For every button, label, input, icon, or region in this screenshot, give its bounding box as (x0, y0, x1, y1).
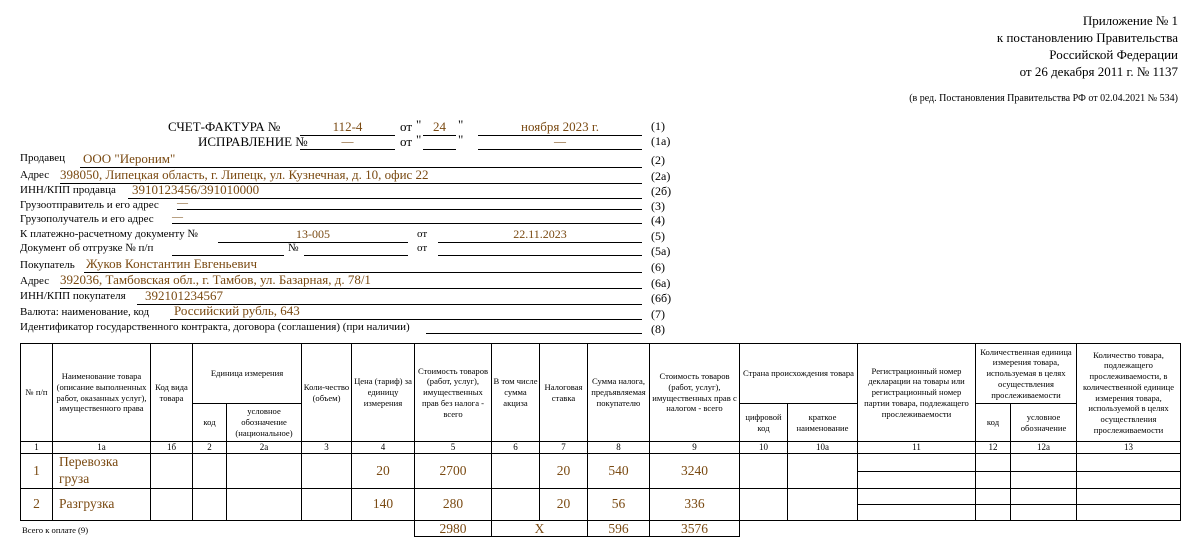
shipment-no-label: № (288, 242, 299, 254)
shipment-label: Документ об отгрузке № п/п (20, 242, 154, 254)
inn-buyer-label: ИНН/КПП покупателя (20, 290, 126, 302)
th-n: № п/п (21, 344, 53, 442)
buyer-address-label: Адрес (20, 275, 50, 287)
invoice-from-label: от (400, 119, 413, 134)
col-number: 7 (540, 442, 588, 454)
invoice-day: 24 (423, 119, 456, 136)
th-excise: В том числе сумма акциза (492, 344, 540, 442)
appendix-line-1: Приложение № 1 (1082, 13, 1178, 28)
col-number: 10 (740, 442, 788, 454)
th-country: Страна происхождения товара (740, 344, 858, 404)
appendix-line-4: от 26 декабря 2011 г. № 1137 (1019, 64, 1178, 79)
address-label: Адрес (20, 169, 50, 181)
buyer-label: Покупатель (20, 259, 75, 271)
inn-buyer-code: (6б) (651, 291, 672, 305)
invoice-month-year: ноября 2023 г. (478, 119, 642, 136)
row-tax: 56 (588, 489, 650, 521)
row-total: 336 (650, 489, 740, 521)
col-number: 2а (227, 442, 302, 454)
appendix-line-3: Российской Федерации (1049, 47, 1178, 62)
total-sum: 3576 (649, 521, 740, 537)
th-price: Цена (тариф) за единицу измерения (352, 344, 415, 442)
seller-value: ООО "Иероним" (80, 151, 642, 168)
th-unit-name: условное обозначение (национальное) (227, 404, 302, 442)
table-row (21, 454, 1181, 489)
col-number: 5 (415, 442, 492, 454)
total-excise: X (491, 521, 588, 537)
buyer-address-value: 392036, Тамбовская обл., г. Тамбов, ул. Базарная, д. 78/1 (60, 272, 642, 289)
invoice-quote-open: " (416, 117, 422, 132)
th-unit: Единица измерения (193, 344, 302, 404)
invoice-quote-close: " (458, 117, 464, 132)
total-tax: 596 (587, 521, 650, 537)
edition-note: (в ред. Постановления Правительства РФ от 02.04.2021 № 534) (909, 93, 1178, 104)
col-number: 9 (650, 442, 740, 454)
seller-label: Продавец (20, 152, 66, 164)
row-name: Перевозка груза (53, 454, 151, 489)
col-number: 3 (302, 442, 352, 454)
th-rate: Налоговая ставка (540, 344, 588, 442)
shipment-date-line (438, 241, 642, 256)
th-country-name: краткое наименование (788, 404, 858, 442)
payment-date: 22.11.2023 (438, 227, 642, 243)
col-number: 8 (588, 442, 650, 454)
payment-number: 13-005 (218, 227, 408, 243)
row-cost: 280 (415, 489, 492, 521)
correction-quote-open: " (416, 132, 422, 147)
th-cost-no-tax: Стоимость товаров (работ, услуг), имущественных прав без налога - всего (415, 344, 492, 442)
correction-from-label: от (400, 134, 413, 149)
correction-label: ИСПРАВЛЕНИЕ № (198, 134, 308, 149)
col-number: 1б (151, 442, 193, 454)
row-price: 20 (352, 454, 415, 489)
col-number: 13 (1077, 442, 1181, 454)
correction-number: — (300, 134, 395, 150)
row-rate: 20 (540, 454, 588, 489)
th-name: Наименование товара (описание выполненных работ, оказанных услуг), имущественного права (53, 344, 151, 442)
total-cost: 2980 (414, 521, 492, 537)
th-qty: Коли-чество (объем) (302, 344, 352, 442)
contract-line (426, 318, 642, 334)
contract-label: Идентификатор государственного контракта, договора (соглашения) (при наличии) (20, 321, 410, 333)
col-number: 12а (1011, 442, 1077, 454)
correction-code: (1а) (651, 134, 671, 148)
invoice-title-label: СЧЕТ-ФАКТУРА № (168, 119, 281, 134)
col-number: 1а (53, 442, 151, 454)
table-row (21, 489, 1181, 521)
currency-code: (7) (651, 307, 665, 321)
th-trace-qty: Количество товара, подлежащего прослеживаемости, в количественной единице измерения товара, используемой в целях осуществления прослеживаемости (1077, 344, 1181, 442)
correction-quote-close: " (458, 132, 464, 147)
row-n: 2 (21, 489, 53, 521)
shipper-label: Грузоотправитель и его адрес (20, 199, 159, 211)
col-number: 4 (352, 442, 415, 454)
invoice-table (20, 343, 1181, 521)
shipper-value: — (177, 197, 642, 210)
payment-from-label: от (417, 228, 428, 240)
consignee-code: (4) (651, 213, 665, 227)
inn-buyer-value: 392101234567 (137, 288, 642, 305)
correction-day-line (423, 134, 456, 150)
inn-seller-code: (2б) (651, 184, 672, 198)
th-kind-code: Код вида товара (151, 344, 193, 442)
col-number: 12 (976, 442, 1011, 454)
seller-code: (2) (651, 153, 665, 167)
col-number: 1 (21, 442, 53, 454)
currency-label: Валюта: наименование, код (20, 306, 150, 318)
currency-value: Российский рубль, 643 (170, 303, 642, 320)
col-number: 11 (858, 442, 976, 454)
shipment-from-label: от (417, 242, 428, 254)
row-rate: 20 (540, 489, 588, 521)
shipment-no-line (304, 241, 408, 256)
inn-seller-value: 3910123456/391010000 (128, 182, 642, 199)
buyer-address-code: (6а) (651, 276, 671, 290)
th-country-code: цифровой код (740, 404, 788, 442)
payment-code: (5) (651, 229, 665, 243)
shipment-doc-line (172, 241, 284, 256)
consignee-label: Грузополучатель и его адрес (20, 213, 154, 225)
correction-date: — (478, 134, 642, 150)
total-label: Всего к оплате (9) (22, 525, 89, 535)
th-trace-unit: Количественная единица измерения товара, используемая в целях осуществления прослеживаемости (976, 344, 1077, 404)
row-cost: 2700 (415, 454, 492, 489)
th-trace-code: код (976, 404, 1011, 442)
col-number: 2 (193, 442, 227, 454)
contract-code: (8) (651, 322, 665, 336)
th-cost-with-tax: Стоимость товаров (работ, услуг), имущественных прав с налогом - всего (650, 344, 740, 442)
address-value: 398050, Липецкая область, г. Липецк, ул. Кузнечная, д. 10, офис 22 (60, 167, 642, 184)
shipment-code: (5а) (651, 244, 671, 258)
th-reg-number: Регистрационный номер декларации на товары или регистрационный номер партии товара, подлежащего прослеживаемости (858, 344, 976, 442)
appendix-line-2: к постановлению Правительства (996, 30, 1178, 45)
buyer-value: Жуков Константин Евгеньевич (84, 256, 642, 273)
payment-label: К платежно-расчетному документу № (20, 228, 198, 240)
inn-seller-label: ИНН/КПП продавца (20, 184, 116, 196)
col-number: 6 (492, 442, 540, 454)
buyer-code: (6) (651, 260, 665, 274)
row-tax: 540 (588, 454, 650, 489)
shipper-code: (3) (651, 199, 665, 213)
invoice-code: (1) (651, 119, 665, 133)
th-tax-sum: Сумма налога, предъявляемая покупателю (588, 344, 650, 442)
row-total: 3240 (650, 454, 740, 489)
row-name: Разгрузка (53, 489, 151, 521)
row-price: 140 (352, 489, 415, 521)
appendix-header (997, 12, 1178, 80)
invoice-number: 112-4 (300, 119, 395, 136)
col-number: 10а (788, 442, 858, 454)
address-code: (2а) (651, 169, 671, 183)
row-n: 1 (21, 454, 53, 489)
th-trace-name: условное обозначение (1011, 404, 1077, 442)
consignee-value: — (172, 211, 642, 224)
th-unit-code: код (193, 404, 227, 442)
